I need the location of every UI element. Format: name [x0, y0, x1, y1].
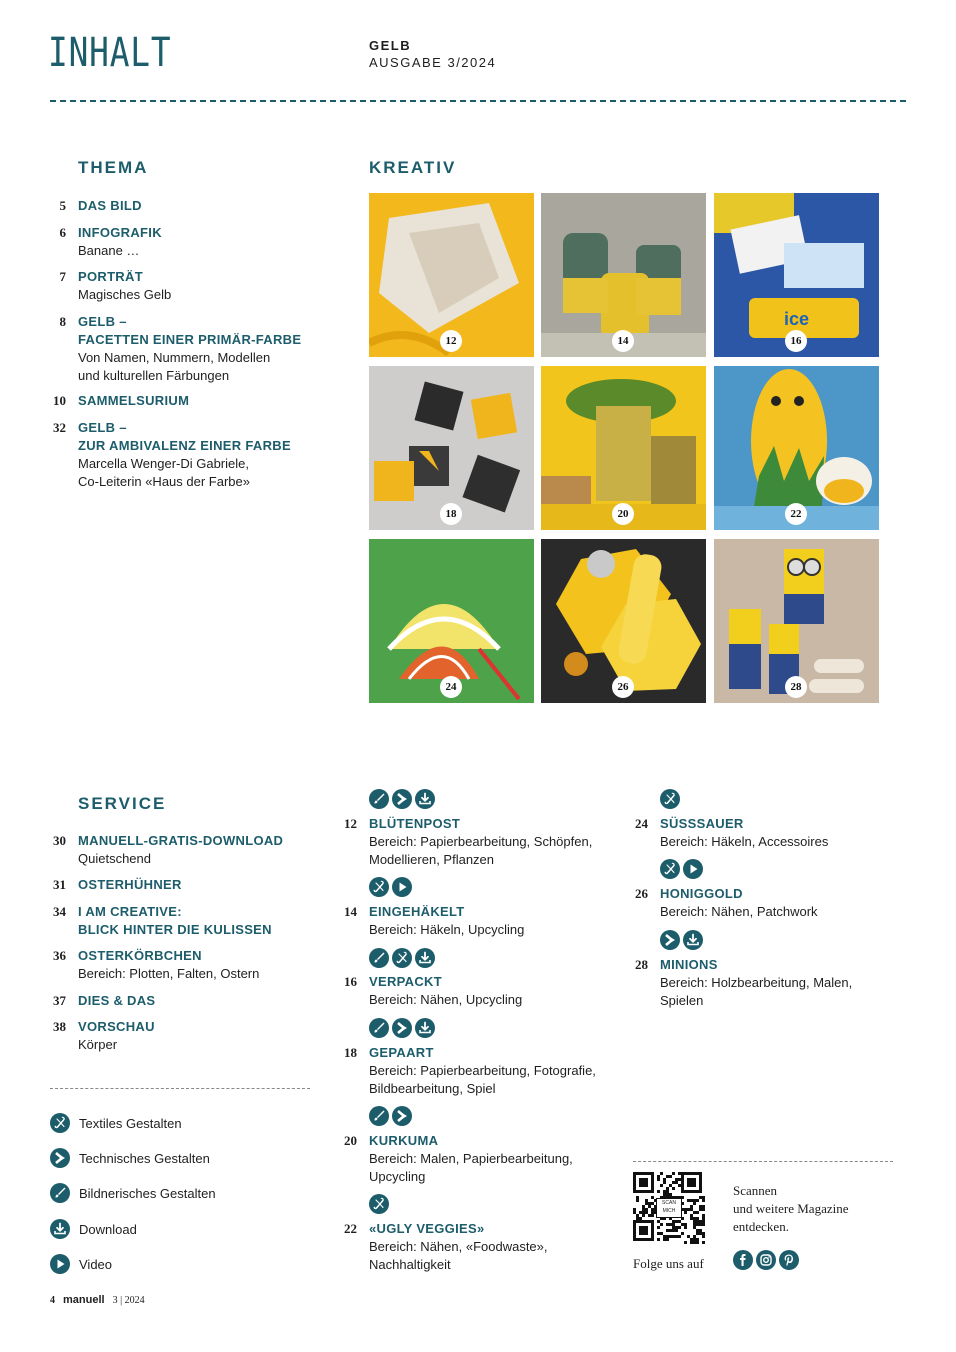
legend-item	[50, 1148, 210, 1168]
toc-entry[interactable]	[78, 197, 142, 215]
project-photo[interactable]	[541, 193, 706, 357]
project-page-number: 14	[344, 904, 357, 919]
project-entry[interactable]	[369, 815, 592, 869]
download-icon	[415, 948, 435, 968]
download-icon	[415, 1018, 435, 1038]
footer-page-number: 4	[50, 1295, 55, 1306]
photo-page-badge: 24	[440, 676, 462, 698]
project-title: BLÜTENPOST	[369, 816, 461, 831]
photo-page-badge: 26	[612, 676, 634, 698]
entry-title: SAMMELSURIUM	[78, 393, 190, 408]
footer-brand: manuell	[63, 1294, 105, 1306]
entry-title: I AM CREATIVE:	[78, 904, 182, 919]
legend-label: Video	[79, 1256, 113, 1272]
project-title: GEPAART	[369, 1045, 434, 1060]
entry-title: FACETTEN EINER PRIMÄR-FARBE	[78, 332, 302, 347]
project-photo[interactable]	[541, 366, 706, 530]
qr-code[interactable]	[633, 1172, 705, 1244]
textil-icon	[369, 877, 389, 897]
technisch-icon	[392, 1106, 412, 1126]
entry-title: ZUR AMBIVALENZ EINER FARBE	[78, 438, 291, 453]
entry-title: OSTERHÜHNER	[78, 877, 182, 892]
project-subtitle: Spielen	[660, 993, 704, 1008]
page-title: INHALT	[48, 30, 172, 76]
toc-entry[interactable]	[78, 224, 162, 260]
technisch-icon	[392, 789, 412, 809]
qr-text	[733, 1182, 849, 1236]
bildnerisch-icon	[369, 789, 389, 809]
project-page-number: 12	[344, 816, 357, 831]
project-category-icons	[369, 877, 412, 897]
project-category-icons	[369, 948, 435, 968]
qr-divider	[633, 1161, 893, 1162]
project-title: MINIONS	[660, 957, 718, 972]
project-subtitle: Bereich: Häkeln, Accessoires	[660, 834, 829, 849]
legend-label: Bildnerisches Gestalten	[79, 1185, 216, 1201]
footer-issue: 3 | 2024	[112, 1295, 145, 1306]
entry-title: VORSCHAU	[78, 1019, 155, 1034]
entry-subtitle: Magisches Gelb	[78, 287, 172, 302]
page-footer	[50, 1294, 145, 1306]
entry-page-number: 38	[53, 1019, 66, 1034]
project-subtitle: Bereich: Papierbearbeitung, Schöpfen,	[369, 834, 593, 849]
photo-page-badge: 18	[440, 503, 462, 525]
textil-icon	[660, 789, 680, 809]
project-title: HONIGGOLD	[660, 886, 743, 901]
project-category-icons	[660, 859, 703, 879]
project-subtitle: Bereich: Nähen, Upcycling	[369, 992, 523, 1007]
video-icon	[392, 877, 412, 897]
project-photo[interactable]	[714, 539, 879, 703]
issue-label: AUSGABE 3/2024	[369, 55, 497, 70]
project-entry[interactable]	[369, 1132, 573, 1186]
toc-entry[interactable]	[78, 392, 189, 410]
download-icon	[50, 1219, 70, 1239]
entry-page-number: 8	[59, 314, 66, 329]
project-page-number: 18	[344, 1045, 357, 1060]
photo-page-badge: 12	[440, 330, 462, 352]
project-subtitle: Bereich: Nähen, «Foodwaste»,	[369, 1239, 548, 1254]
entry-title: BLICK HINTER DIE KULISSEN	[78, 922, 272, 937]
textil-icon	[369, 1194, 389, 1214]
legend-item	[50, 1254, 112, 1274]
textil-icon	[660, 859, 680, 879]
project-photo[interactable]	[541, 539, 706, 703]
project-photo[interactable]	[369, 539, 534, 703]
entry-subtitle: Banane …	[78, 243, 140, 258]
legend-label: Technisches Gestalten	[79, 1150, 210, 1166]
project-category-icons	[369, 1106, 412, 1126]
follow-label: Folge uns auf	[633, 1256, 704, 1271]
entry-page-number: 6	[59, 225, 66, 240]
legend-item	[50, 1219, 137, 1239]
project-category-icons	[369, 1194, 389, 1214]
entry-title: PORTRÄT	[78, 269, 143, 284]
project-subtitle: Nachhaltigkeit	[369, 1257, 451, 1272]
entry-page-number: 30	[53, 833, 66, 848]
project-page-number: 24	[635, 816, 648, 831]
toc-entry[interactable]	[78, 832, 283, 868]
textil-icon	[392, 948, 412, 968]
entry-subtitle: Körper	[78, 1037, 118, 1052]
project-entry[interactable]	[369, 1044, 596, 1098]
entry-page-number: 7	[59, 269, 66, 284]
project-subtitle: Bereich: Häkeln, Upcycling	[369, 922, 525, 937]
legend-divider	[50, 1088, 310, 1089]
project-category-icons	[660, 789, 680, 809]
kreativ-heading: KREATIV	[369, 158, 457, 177]
project-subtitle: Bildbearbeitung, Spiel	[369, 1081, 496, 1096]
project-page-number: 26	[635, 886, 648, 901]
project-category-icons	[369, 1018, 435, 1038]
project-title: VERPACKT	[369, 974, 442, 989]
photo-page-badge: 16	[785, 330, 807, 352]
entry-title: GELB –	[78, 420, 127, 435]
project-entry[interactable]	[369, 973, 522, 1009]
entry-subtitle: Von Namen, Nummern, Modellen	[78, 350, 271, 365]
project-title: «UGLY VEGGIES»	[369, 1221, 485, 1236]
project-entry[interactable]	[660, 885, 818, 921]
project-entry[interactable]	[369, 903, 524, 939]
entry-title: GELB –	[78, 314, 127, 329]
project-page-number: 16	[344, 974, 357, 989]
issue-color: GELB	[369, 38, 412, 53]
svg-text:ice: ice	[784, 309, 810, 329]
entry-page-number: 31	[53, 877, 66, 892]
entry-title: MANUELL-GRATIS-DOWNLOAD	[78, 833, 284, 848]
technisch-icon	[392, 1018, 412, 1038]
bildnerisch-icon	[369, 1106, 389, 1126]
project-category-icons	[660, 930, 703, 950]
header-divider	[50, 100, 906, 102]
entry-subtitle: und kulturellen Färbungen	[78, 368, 230, 383]
textil-icon	[50, 1113, 70, 1133]
project-title: KURKUMA	[369, 1133, 439, 1148]
facebook-icon[interactable]	[733, 1250, 753, 1270]
project-title: SÜSSSAUER	[660, 816, 744, 831]
project-subtitle: Bereich: Holzbearbeitung, Malen,	[660, 975, 853, 990]
entry-title: OSTERKÖRBCHEN	[78, 948, 202, 963]
technisch-icon	[660, 930, 680, 950]
qr-text-line: Scannen	[733, 1183, 778, 1198]
bildnerisch-icon	[50, 1183, 70, 1203]
qr-text-line: entdecken.	[733, 1219, 789, 1234]
entry-title: DIES & DAS	[78, 993, 156, 1008]
toc-entry[interactable]	[78, 419, 291, 491]
photo-page-badge: 28	[785, 676, 807, 698]
toc-entry[interactable]	[78, 903, 272, 939]
entry-subtitle: Marcella Wenger-Di Gabriele,	[78, 456, 249, 471]
entry-page-number: 36	[53, 948, 66, 963]
project-subtitle: Upcycling	[369, 1169, 426, 1184]
entry-subtitle: Co-Leiterin «Haus der Farbe»	[78, 474, 250, 489]
video-icon	[50, 1254, 70, 1274]
thema-heading: THEMA	[78, 158, 149, 177]
project-subtitle: Bereich: Nähen, Patchwork	[660, 904, 818, 919]
entry-page-number: 34	[53, 904, 66, 919]
legend-item	[50, 1113, 182, 1133]
entry-page-number: 37	[53, 993, 66, 1008]
instagram-icon[interactable]	[756, 1250, 776, 1270]
qr-scan-label: SCAN MICH	[656, 1198, 682, 1218]
video-icon	[683, 859, 703, 879]
entry-page-number: 32	[53, 420, 66, 435]
entry-page-number: 5	[59, 198, 66, 213]
project-page-number: 28	[635, 957, 648, 972]
service-heading: SERVICE	[78, 794, 167, 813]
qr-text-line: und weitere Magazine	[733, 1201, 849, 1216]
toc-entry[interactable]	[78, 947, 259, 983]
bildnerisch-icon	[369, 1018, 389, 1038]
download-icon	[683, 930, 703, 950]
technisch-icon	[50, 1148, 70, 1168]
entry-title: DAS BILD	[78, 198, 142, 213]
bildnerisch-icon	[369, 948, 389, 968]
toc-entry[interactable]	[78, 313, 301, 385]
project-subtitle: Bereich: Papierbearbeitung, Fotografie,	[369, 1063, 596, 1078]
toc-entry[interactable]	[78, 268, 171, 304]
project-photo[interactable]	[714, 366, 879, 530]
project-page-number: 22	[344, 1221, 357, 1236]
toc-entry[interactable]	[78, 1018, 155, 1054]
toc-entry[interactable]	[78, 992, 155, 1010]
project-title: EINGEHÄKELT	[369, 904, 465, 919]
project-subtitle: Bereich: Malen, Papierbearbeitung,	[369, 1151, 573, 1166]
project-photo[interactable]	[369, 366, 534, 530]
pinterest-icon[interactable]	[779, 1250, 799, 1270]
entry-title: INFOGRAFIK	[78, 225, 162, 240]
project-photo[interactable]	[369, 193, 534, 357]
project-category-icons	[369, 789, 435, 809]
project-entry[interactable]	[660, 815, 828, 851]
entry-page-number: 10	[53, 393, 66, 408]
entry-subtitle: Bereich: Plotten, Falten, Ostern	[78, 966, 260, 981]
legend-label: Download	[79, 1221, 137, 1237]
legend-item	[50, 1183, 216, 1203]
download-icon	[415, 789, 435, 809]
entry-subtitle: Quietschend	[78, 851, 151, 866]
photo-page-badge: 22	[785, 503, 807, 525]
toc-entry[interactable]	[78, 876, 182, 894]
social-links	[733, 1250, 799, 1270]
project-entry[interactable]	[369, 1220, 548, 1274]
photo-page-badge: 14	[612, 330, 634, 352]
project-page-number: 20	[344, 1133, 357, 1148]
project-entry[interactable]	[660, 956, 852, 1010]
project-subtitle: Modellieren, Pflanzen	[369, 852, 495, 867]
legend-label: Textiles Gestalten	[79, 1115, 182, 1131]
project-photo[interactable]	[714, 193, 879, 357]
photo-page-badge: 20	[612, 503, 634, 525]
